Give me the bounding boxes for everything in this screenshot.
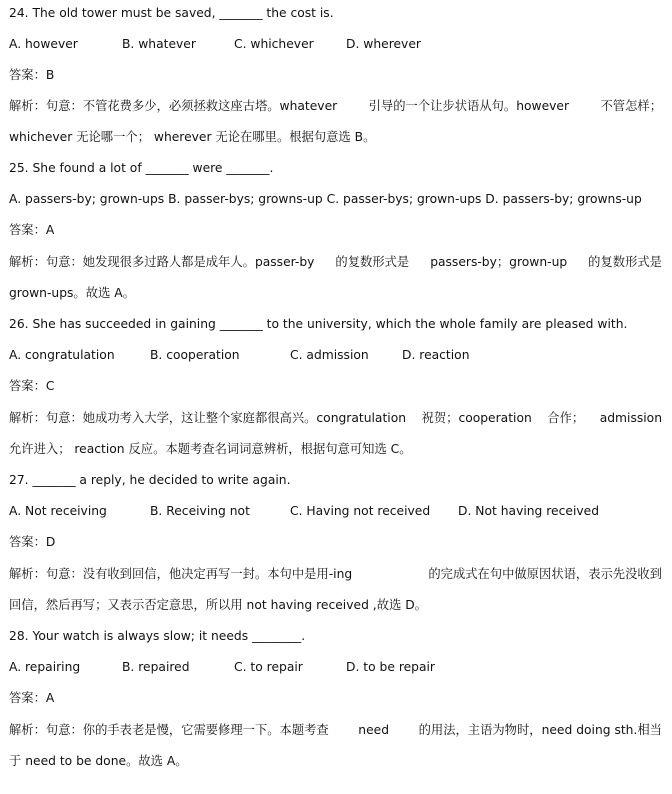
- analysis-28-part1: 解析：句意：你的手表老是慢，它需要修理一下。本题考查: [9, 723, 329, 737]
- analysis-25-part2: 的复数形式是: [335, 255, 410, 269]
- analysis-24-line1: [9, 98, 662, 114]
- option-24-b: B. whatever: [122, 37, 196, 51]
- option-27-a: A. Not receiving: [9, 504, 107, 518]
- analysis-26-line2: 允许进入； reaction 反应。本题考查名词词意辨析，根据句意可知选 C。: [9, 442, 412, 456]
- option-24-a: A. however: [9, 37, 78, 51]
- analysis-28-line2: 于 need to be done。故选 A。: [9, 754, 188, 768]
- analysis-26-part2: 祝贺；cooperation: [421, 411, 532, 425]
- options-24: [9, 36, 662, 52]
- option-24-d: D. wherever: [346, 37, 421, 51]
- question-28: 28. Your watch is always slow; it needs ________.: [9, 629, 306, 643]
- option-28-d: D. to be repair: [346, 660, 435, 674]
- question-25: 25. She found a lot of _______ were _______.: [9, 161, 274, 175]
- question-27: 27. _______ a reply, he decided to write again.: [9, 473, 291, 487]
- analysis-26-part1: 解析：句意：她成功考入大学，这让整个家庭都很高兴。congratulation: [9, 411, 407, 425]
- analysis-26-part3: 合作；: [547, 411, 585, 425]
- analysis-25-part3: passers-by；grown-up: [430, 255, 568, 269]
- analysis-24-part2: 引导的一个让步状语从句。however: [368, 99, 570, 113]
- analysis-24-part1: 解析：句意：不管花费多少，必须拯救这座古塔。whatever: [9, 99, 338, 113]
- answer-25: 答案：A: [9, 223, 55, 237]
- analysis-26-line1: [9, 410, 662, 426]
- option-26-d: D. reaction: [402, 348, 470, 362]
- options-25: A. passers-by; grown-ups B. passer-bys; growns-up C. passer-bys; grown-ups D. passers-by; growns-up: [9, 192, 642, 206]
- analysis-26-part4: admission: [599, 411, 662, 425]
- question-26: 26. She has succeeded in gaining _______ to the university, which the whole family are pleased with.: [9, 317, 628, 331]
- analysis-27-part1: 解析：句意：没有收到回信，他决定再写一封。本句中是用-ing: [9, 567, 353, 581]
- question-24: 24. The old tower must be saved, _______ the cost is.: [9, 6, 334, 20]
- analysis-27-part2: 的完成式在句中做原因状语，表示先没收到: [428, 567, 662, 581]
- analysis-25-part1: 解析：句意：她发现很多过路人都是成年人。passer-by: [9, 255, 315, 269]
- option-28-c: C. to repair: [234, 660, 303, 674]
- option-26-c: C. admission: [290, 348, 369, 362]
- option-26-b: B. cooperation: [150, 348, 240, 362]
- answer-24: 答案：B: [9, 68, 55, 82]
- analysis-28-part3: 的用法，主语为物时，need doing sth.相当: [418, 723, 662, 737]
- analysis-25-line2: grown-ups。故选 A。: [9, 286, 135, 300]
- analysis-27-line1: [9, 566, 662, 582]
- analysis-25-line1: [9, 254, 662, 270]
- options-27: [9, 503, 662, 519]
- analysis-28-part2: need: [358, 723, 390, 737]
- option-28-a: A. repairing: [9, 660, 81, 674]
- analysis-25-part4: 的复数形式是: [588, 255, 662, 269]
- option-27-b: B. Receiving not: [150, 504, 250, 518]
- answer-28: 答案：A: [9, 691, 55, 705]
- analysis-27-line2: 回信，然后再写；又表示否定意思，所以用 not having received ,故选 D。: [9, 598, 427, 612]
- options-26: [9, 347, 662, 363]
- analysis-24-part3: 不管怎样；: [600, 99, 662, 113]
- option-28-b: B. repaired: [122, 660, 190, 674]
- option-27-d: D. Not having received: [458, 504, 600, 518]
- option-24-c: C. whichever: [234, 37, 314, 51]
- analysis-24-line2: whichever 无论哪一个； wherever 无论在哪里。根据句意选 B。: [9, 130, 376, 144]
- answer-26: 答案：C: [9, 379, 55, 393]
- answer-27: 答案：D: [9, 535, 56, 549]
- options-28: [9, 659, 662, 675]
- option-26-a: A. congratulation: [9, 348, 115, 362]
- analysis-28-line1: [9, 722, 662, 738]
- option-27-c: C. Having not received: [290, 504, 431, 518]
